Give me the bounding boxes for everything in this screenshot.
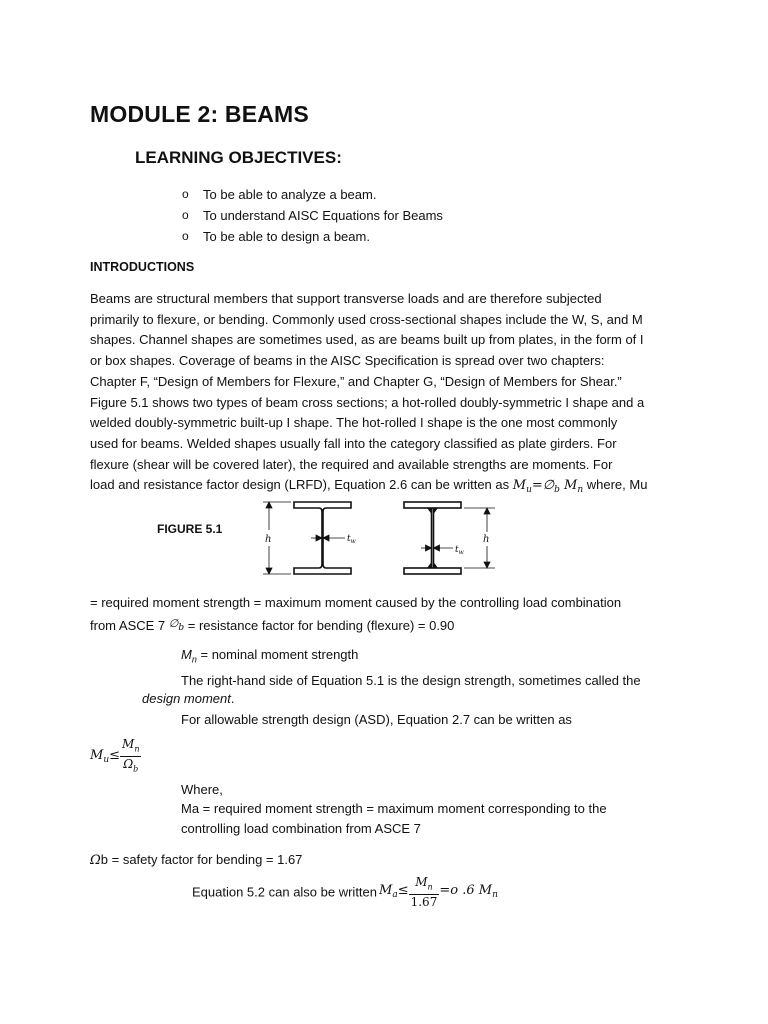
left-tw-dimension (311, 535, 345, 541)
paragraph-line: or box shapes. Coverage of beams in the AISC Specification is spread over two chapters: (90, 353, 605, 369)
lrfd-equation: $M_u=\emptyset_b$ $M_n$ (512, 478, 584, 496)
paragraph-line: used for beams. Welded shapes usually fall into the category classified as plate girders. For (90, 435, 617, 451)
right-h-dimension (464, 508, 495, 568)
where-label: Where, (181, 782, 223, 797)
list-item (182, 205, 443, 226)
phi-symbol: ∅b (168, 617, 185, 633)
intro-paragraph (90, 289, 690, 501)
module-title: MODULE 2: BEAMS (90, 101, 309, 127)
right-tw-label: $t_w$ (455, 545, 464, 556)
lrfd-line-end: where, Mu (586, 477, 648, 493)
rhs-line-2: design moment. (142, 691, 235, 706)
left-tw-label: $t_w$ (347, 534, 356, 545)
objective-text: To be able to analyze a beam. (203, 187, 377, 202)
objective-text: To understand AISC Equations for Beams (203, 208, 443, 223)
bullet-icon: o (182, 208, 189, 222)
intro-heading: INTRODUCTIONS (90, 260, 195, 274)
paragraph-line: primarily to flexure, or bending. Commonly used cross-sectional shapes include the W, S, and M (90, 311, 643, 327)
mn-symbol: $M_n$ (181, 647, 197, 665)
mn-definition: $M_n$ = nominal moment strength (181, 647, 359, 665)
welded-i-shape (404, 502, 461, 574)
list-item (182, 226, 443, 247)
safety-factor-line: Ωb = safety factor for bending = 1.67 (90, 852, 303, 868)
asd-line: For allowable strength design (ASD), Equation 2.7 can be written as (181, 712, 572, 727)
paragraph-line: Figure 5.1 shows two types of beam cross sections; a hot-rolled doubly-symmetric I shape and a (90, 394, 645, 410)
list-item (182, 184, 443, 205)
paragraph-line: Beams are structural members that support transverse loads and are therefore subjected (90, 291, 602, 306)
ma-definition-line-2: controlling load combination from ASCE 7 (181, 821, 421, 836)
beam-cross-section-figure (255, 494, 505, 586)
asd-equation: $M_u\le$ $\frac{M_n}{\Omega_b}$ (90, 737, 140, 774)
equation-5-2-fraction: $\frac{M_n}{1.67}$ (410, 875, 438, 910)
lrfd-line-start: load and resistance factor design (LRFD), Equation 2.6 can be written as (90, 477, 510, 493)
objectives-list (182, 184, 443, 247)
equation-5-2-line: Equation 5.2 can also be written $M_a\le$ $\frac{M_n}{1.67}$ =o .6 $M_n$ (192, 875, 498, 910)
ma-definition-line-1: Ma = required moment strength = maximum moment corresponding to the (181, 801, 607, 816)
paragraph-line: welded doubly-symmetric built-up I shape. The hot-rolled I shape is the one most commonly (90, 415, 618, 431)
bullet-icon: o (182, 187, 189, 201)
omega-symbol: Ω (90, 853, 101, 868)
right-tw-dimension (421, 545, 453, 551)
paragraph-line: flexure (shear will be covered later), the required and available strengths are moments. For (90, 456, 613, 472)
mu-definition-line-2: from ASCE 7 $^{\emptyset_b}$ = resistance factor for bending (flexure) = 0.90 (90, 617, 455, 633)
mu-definition-line-1: = required moment strength = maximum moment caused by the controlling load combination (90, 595, 622, 610)
rhs-line-1: The right-hand side of Equation 5.1 is the design strength, sometimes called the (181, 673, 641, 688)
paragraph-line: Chapter F, “Design of Members for Flexure,” and Chapter G, “Design of Members for Shear.” (90, 373, 622, 389)
objective-text: To be able to design a beam. (203, 229, 370, 244)
right-h-label: h (483, 534, 490, 545)
weld-fillets (427, 508, 438, 568)
bullet-icon: o (182, 229, 189, 243)
left-h-label: h (265, 534, 272, 545)
objectives-title: LEARNING OBJECTIVES: (135, 148, 342, 167)
paragraph-line: shapes. Channel shapes are sometimes used, as are beams built up from plates, in the form of I (90, 332, 644, 348)
figure-label: FIGURE 5.1 (157, 522, 223, 536)
